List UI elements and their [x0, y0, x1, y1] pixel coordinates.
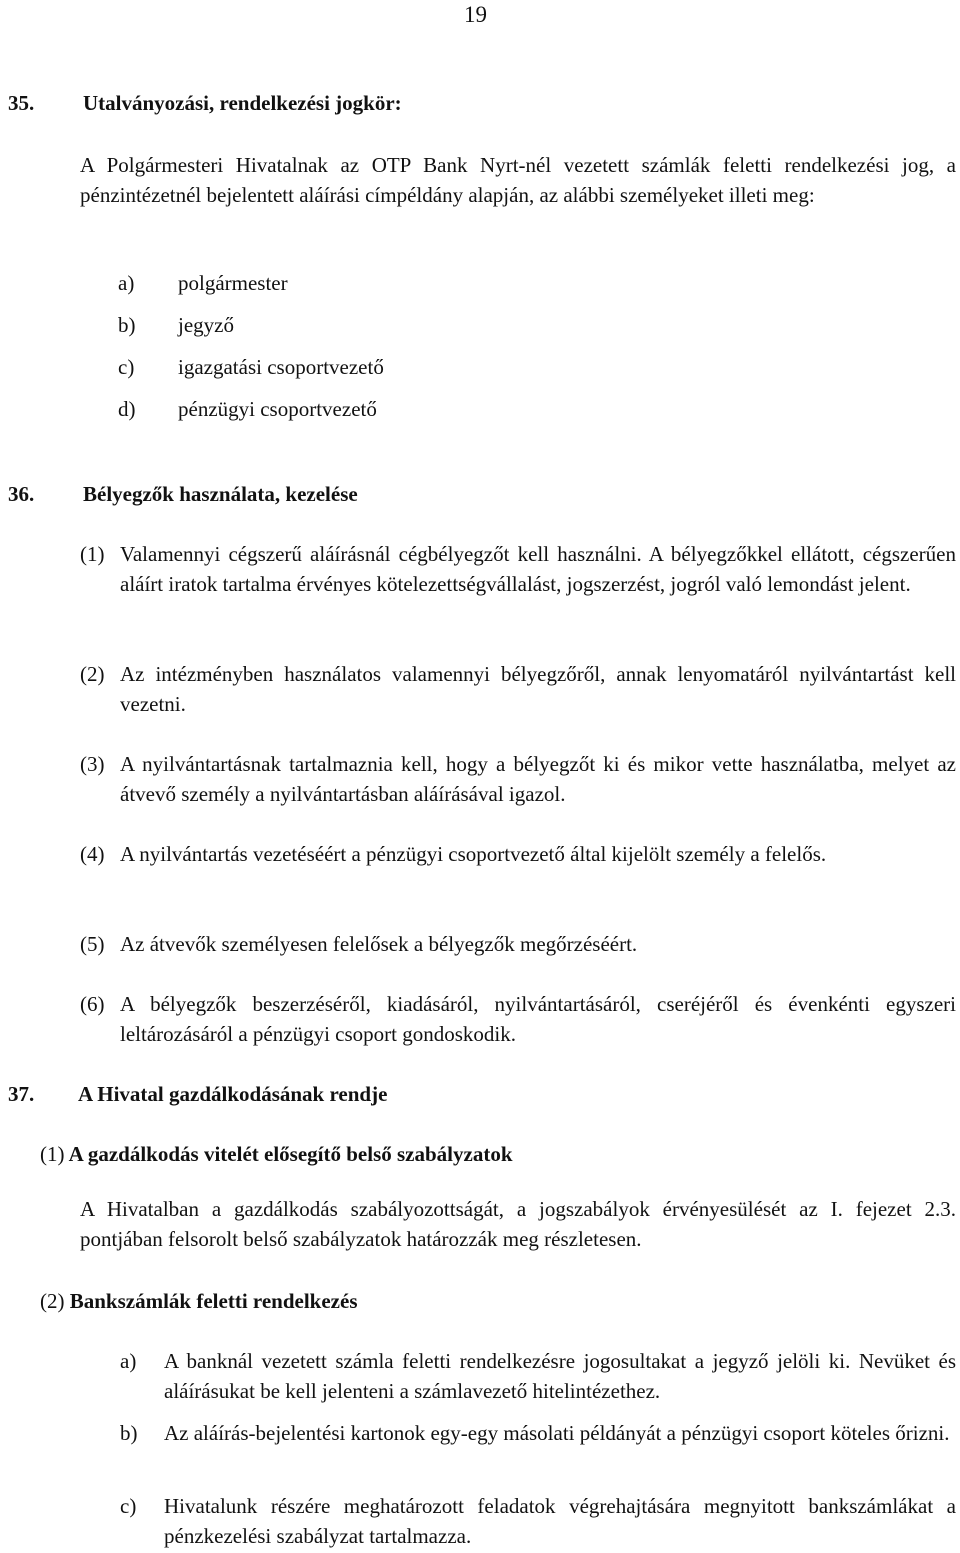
- item-text: Hivatalunk részére meghatározott feladatok végrehajtására megnyitott bankszámlákat a pénzkezelési szabályzat tartalmazza.: [164, 1494, 956, 1548]
- subsection-label: (1): [40, 1142, 65, 1166]
- item-text: A banknál vezetett számla feletti rendelkezésre jogosultakat a jegyző jelöli ki. Nevüket és aláírásukat be kell jelenteni a számlavezető hitelintézethez.: [164, 1349, 956, 1403]
- section-35-intro: A Polgármesteri Hivatalnak az OTP Bank Nyrt-nél vezetett számlák feletti rendelkezési jog, a pénzintézetnél bejelentett aláírási címpéldány alapján, az alábbi személyeket illeti meg:: [80, 153, 956, 207]
- item-label: (4): [80, 842, 105, 866]
- subsection-heading: [40, 1139, 513, 1169]
- list-text: polgármester: [178, 271, 288, 295]
- paragraph-item: [80, 659, 956, 719]
- item-text: Az intézményben használatos valamennyi bélyegzőről, annak lenyomatáról nyilvántartást kell vezetni.: [120, 662, 956, 716]
- section-number: 37.: [8, 1082, 35, 1106]
- list-label: c): [118, 355, 135, 379]
- item-label: c): [120, 1494, 137, 1518]
- list-text: pénzügyi csoportvezető: [178, 397, 377, 421]
- list-item: [118, 268, 384, 310]
- paragraph-item: [80, 749, 956, 809]
- item-label: (2): [80, 662, 105, 686]
- item-label: (6): [80, 992, 105, 1016]
- list-item: [120, 1346, 956, 1406]
- list-label: d): [118, 397, 136, 421]
- paragraph-item: [80, 989, 956, 1049]
- section-title: A Hivatal gazdálkodásának rendje: [78, 1082, 388, 1106]
- item-label: b): [120, 1421, 138, 1445]
- page-number: 19: [464, 2, 487, 27]
- list-label: a): [118, 271, 135, 295]
- item-label: a): [120, 1349, 137, 1373]
- section-number: 35.: [8, 91, 35, 115]
- item-text: Valamennyi cégszerű aláírásnál cégbélyegzőt kell használni. A bélyegzőkkel ellátott, cégszerűen aláírt iratok tartalma érvényes kötelezettségvállalást, jogszerzést, jogról való lemondást jelent.: [120, 542, 956, 596]
- subsection-label: (2): [40, 1289, 65, 1313]
- list-item: [120, 1491, 956, 1551]
- list-item: [118, 352, 384, 394]
- list-text: igazgatási csoportvezető: [178, 355, 384, 379]
- subsection-title: Bankszámlák feletti rendelkezés: [69, 1289, 358, 1313]
- paragraph-item: [80, 839, 956, 869]
- section-number: 36.: [8, 482, 35, 506]
- list-item: [118, 310, 384, 352]
- item-text: A bélyegzők beszerzéséről, kiadásáról, nyilvántartásáról, cseréjéről és évenkénti egyszeri leltározásáról a pénzügyi csoport gondoskodik.: [120, 992, 956, 1046]
- list-item: [118, 394, 384, 436]
- list-item: [120, 1418, 956, 1448]
- section-36-heading: [8, 479, 358, 509]
- section-title: Bélyegzők használata, kezelése: [83, 482, 358, 506]
- item-text: Az aláírás-bejelentési kartonok egy-egy másolati példányát a pénzügyi csoport köteles őrizni.: [164, 1421, 950, 1445]
- section-37-heading: [8, 1079, 387, 1109]
- subsection-heading: [40, 1286, 358, 1316]
- subsection-title: A gazdálkodás vitelét elősegítő belső szabályzatok: [68, 1142, 513, 1166]
- paragraph-item: [80, 539, 956, 599]
- item-label: (1): [80, 542, 105, 566]
- item-label: (3): [80, 752, 105, 776]
- list-label: b): [118, 313, 136, 337]
- list-text: jegyző: [178, 313, 234, 337]
- item-label: (5): [80, 932, 105, 956]
- item-text: Az átvevők személyesen felelősek a bélyegzők megőrzéséért.: [120, 932, 638, 956]
- section-title: Utalványozási, rendelkezési jogkör:: [83, 91, 402, 115]
- signatory-list: [118, 268, 384, 436]
- section-35-heading: [8, 88, 402, 118]
- subsection-text: A Hivatalban a gazdálkodás szabályozottságát, a jogszabályok érvényesülését az I. fejezet 2.3. pontjában felsorolt belső szabályzatok határozzák meg részletesen.: [80, 1197, 956, 1251]
- item-text: A nyilvántartás vezetéséért a pénzügyi csoportvezető által kijelölt személy a felelős.: [120, 842, 827, 866]
- item-text: A nyilvántartásnak tartalmaznia kell, hogy a bélyegzőt ki és mikor vette használatba, melyet az átvevő személy a nyilvántartásban aláírásával igazol.: [120, 752, 956, 806]
- paragraph-item: [80, 929, 956, 959]
